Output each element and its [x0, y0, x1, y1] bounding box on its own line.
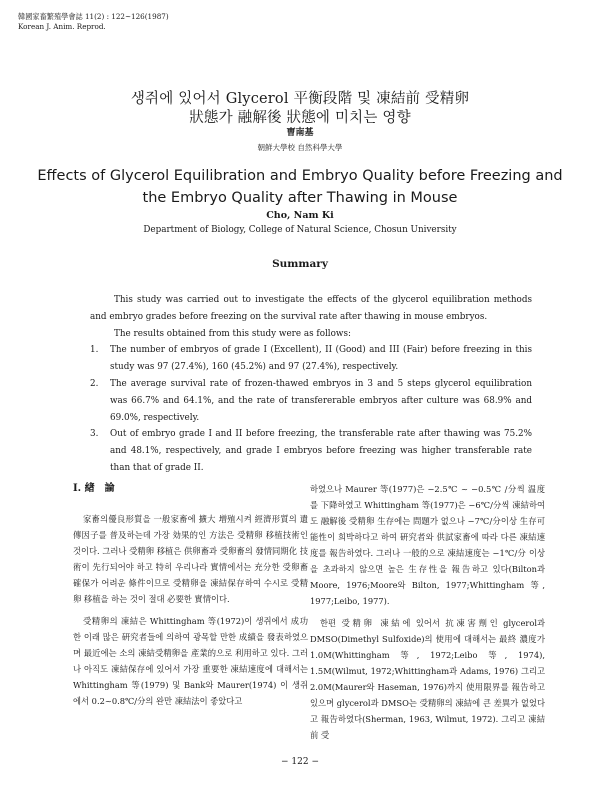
intro-paragraph-2: 受精卵의 凍結은 Whittingham 等(1972)이 생쥐에서 成功한 이래 많은 硏究者들에 의하여 광목할 만한 成績을 發表하였으며 最近에는 소의 凍結受精卵을 產業的으로 利用하고 있다. 그러나 아직도 凍結保存에 있어서 가장 重要한 凍結速度에 대해서는 Whittingham 等(1979) 및 Bank와 Maurer(1974) 이 생쥐에서 0.2~0.8℃/分의 완만 凍結法이 좋았다고: [73, 616, 308, 706]
summary-item-text: The average survival rate of frozen-thawed embryos in 3 and 5 steps glycerol equilibration was 66.7% and 64.1%, and the rate of transfererable embryos after culture was 68.9% and 69.0%, respectively.: [110, 378, 532, 423]
body-left-column: [73, 481, 308, 709]
summary-item-text: Out of embryo grade I and II before freezing, the transferable rate after thawing was 75.2% and 48.1%, respectively, and grade I embryos before freezing was higher transferable rate than that of grade II.: [110, 429, 532, 473]
journal-citation: 韓國家畜繁殖學會誌 11(2) : 122~126(1987): [18, 12, 169, 21]
korean-title-line1: 생쥐에 있어서 Glycerol 平衡段階 및 凍結前 受精卵: [130, 91, 470, 107]
summary-item-text: The number of embryos of grade I (Excellent), II (Good) and III (Fair) before freezing in this study was 97 (27.4%), 160 (45.2%) and 97 (27.4%), respectively.: [110, 345, 532, 373]
english-title-line1: Effects of Glycerol Equilibration and Embryo Quality before Freezing and: [37, 168, 563, 184]
english-title: [0, 165, 600, 209]
summary-item-number: 2.: [90, 378, 99, 389]
page-number: − 122 −: [281, 757, 319, 767]
summary-item: [90, 376, 532, 426]
summary-item-number: 3.: [90, 429, 99, 440]
english-affiliation: Department of Biology, College of Natural Science, Chosun University: [143, 225, 457, 235]
section-heading-introduction: Ⅰ. 緖 論: [73, 483, 115, 494]
summary-results-lead: The results obtained from this study were as follows:: [114, 328, 351, 339]
summary-intro: This study was carried out to investigate the effects of the glycerol equilibration methods and embryo grades before freezing on the survival rate after thawing in mouse embryos.: [90, 295, 532, 322]
korean-affiliation: 朝鮮大學校 自然科學大學: [257, 143, 343, 152]
intro-paragraph-4: 한편 受精卵 凍結에 있어서 抗凍害劑인 glycerol과 DMSO(Dimethyl Sulfoxide)의 使用에 대해서는 最終 濃度가 1.0M(Whittingham 等, 1972;Leibo 等, 1974), 1.5M(Wilmut, 1972;Whittingham과 Adams, 1976) 그리고 2.0M(Maurer와 Haseman, 1976)까지 使用限界를 報告하고 있으며 glycerol과 DMSO는 受精卵의 凍結에 큰 差異가 없었다고 報告하였다(Sherman, 1963, Wilmut, 1972). 그리고 凍結前 受: [310, 618, 545, 740]
summary-results-list: [90, 342, 532, 476]
korean-author: 曺南基: [286, 128, 314, 138]
journal-english-name: Korean J. Anim. Reprod.: [18, 22, 106, 31]
korean-title-line2: 狀態가 融解後 狀態에 미치는 영향: [189, 110, 411, 126]
korean-title: [0, 90, 600, 128]
intro-paragraph-3: 하였으나 Maurer 等(1977)은 −2.5℃ ~ −0.5℃ /分씩 温度를 下降하였고 Whittingham 等(1977)은 −6℃/分씩 凍結하여도 融解後 受精卵 生存에는 問題가 없으나 −7℃/分이상 生存可能性이 희박하다고 하여 硏究者와 供試家畜에 따라 다른 凍結速度를 報告하였다. 그러나 一般的으로 凍結速度는 −1℃/分 이상을 초과하지 않으면 높은 生存性을 報告하고 있다(Bilton과 Moore, 1976;Moore와 Bilton, 1977;Whittingham 等, 1977;Leibo, 1977).: [310, 484, 545, 606]
english-title-line2: the Embryo Quality after Thawing in Mouse: [142, 190, 458, 206]
summary-item: [90, 342, 532, 376]
journal-header: [18, 12, 169, 32]
summary-heading: Summary: [272, 258, 328, 270]
intro-paragraph-1: 家畜의優良形質을 一般家畜에 擴大 増殖시켜 經濟形質의 遺傳因子를 普及하는데 가장 効果的인 方法은 受精卵 移植技術인 것이다. 그러나 受精卵 移植은 供卵畜과 受卵畜의 發情同期化 技術이 先行되어야 하고 特히 우리나라 實情에서는 充分한 受卵畜 確保가 어려운 條件이므로 受精卵을 凍結保存하여 수시로 受精卵 移植을 하는 것이 절대 必要한 實情이다.: [73, 514, 308, 604]
summary-item-number: 1.: [90, 345, 99, 356]
summary-body: [90, 292, 532, 477]
english-author: Cho, Nam Ki: [266, 210, 334, 221]
body-right-column: [310, 481, 545, 743]
summary-item: [90, 426, 532, 476]
